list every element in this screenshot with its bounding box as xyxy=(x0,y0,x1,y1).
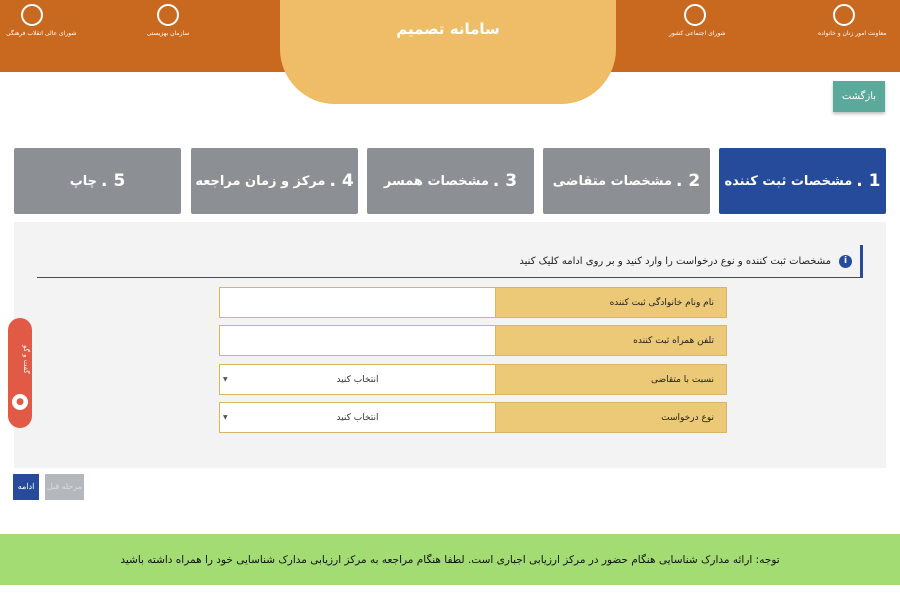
registrant-name-input[interactable] xyxy=(219,287,496,318)
previous-step-button[interactable]: مرحله قبل xyxy=(45,474,84,500)
instruction-text: مشخصات ثبت کننده و نوع درخواست را وارد کنید و بر روی ادامه کلیک کنید xyxy=(519,255,831,267)
step-2-label: مشخصات متقاضی xyxy=(552,173,672,189)
step-4-label: مرکز و زمان مراجعه xyxy=(195,173,326,189)
request-type-select[interactable] xyxy=(219,402,496,433)
step-1-number: 1 . xyxy=(856,171,881,191)
registrant-phone-label: تلفن همراه ثبت کننده xyxy=(495,325,727,356)
step-4-number: 4 . xyxy=(329,171,354,191)
registrant-name-row xyxy=(219,287,727,318)
relation-row xyxy=(219,364,727,395)
chat-side-tab-label: گفت و گو xyxy=(22,344,30,374)
step-tab-5[interactable] xyxy=(14,148,181,214)
header-title-badge xyxy=(280,0,616,104)
step-5-number: 5 . xyxy=(101,171,126,191)
app-title: سامانه تصمیم xyxy=(396,20,500,38)
registrant-phone-row xyxy=(219,325,727,356)
vice-presidency-emblem-icon xyxy=(833,4,855,26)
back-button[interactable]: بازگشت xyxy=(833,81,885,112)
registrant-name-label: نام ونام خانوادگی ثبت کننده xyxy=(495,287,727,318)
chat-side-tab[interactable] xyxy=(8,318,32,428)
step-tab-3[interactable] xyxy=(367,148,534,214)
supreme-council-emblem-icon xyxy=(21,4,43,26)
step-tab-2[interactable] xyxy=(543,148,710,214)
step-tab-1[interactable] xyxy=(719,148,886,214)
iran-emblem-icon xyxy=(684,4,706,26)
step-tab-4[interactable] xyxy=(191,148,358,214)
request-type-select-value: انتخاب کنید xyxy=(336,412,379,423)
request-type-row xyxy=(219,402,727,433)
step-3-label: مشخصات همسر xyxy=(383,173,489,189)
welfare-organization-logo: سازمان بهزیستی xyxy=(142,4,194,56)
relation-select-value: انتخاب کنید xyxy=(336,374,379,385)
step-2-number: 2 . xyxy=(676,171,701,191)
step-5-label: چاپ xyxy=(69,173,98,189)
dropdown-arrow-icon: ▼ xyxy=(223,376,228,383)
footer-notice xyxy=(0,534,900,585)
continue-button[interactable]: ادامه xyxy=(13,474,39,500)
step-1-label: مشخصات ثبت کننده xyxy=(724,173,853,189)
social-council-logo: شورای اجتماعی کشور xyxy=(669,4,721,56)
supreme-council-logo: شورای عالی انقلاب فرهنگی xyxy=(6,4,58,56)
relation-label: نسبت با متقاضی xyxy=(495,364,727,395)
vice-presidency-logo: معاونت امور زنان و خانواده xyxy=(818,4,870,56)
dropdown-arrow-icon: ▼ xyxy=(223,414,228,421)
instruction-notice xyxy=(37,245,863,278)
request-type-label: نوع درخواست xyxy=(495,402,727,433)
welfare-emblem-icon xyxy=(157,4,179,26)
step-3-number: 3 . xyxy=(492,171,518,191)
footer-notice-text: توجه: ارائه مدارک شناسایی هنگام حضور در مرکز ارزیابی اجباری است. لطفا هنگام مراجعه به مرکز ارزیابی مدارک شناسایی خود را همراه داشته باشید xyxy=(120,553,780,566)
info-icon: i xyxy=(839,255,852,268)
relation-select[interactable] xyxy=(219,364,496,395)
chat-bubble-icon: ● xyxy=(12,394,28,410)
registrant-phone-input[interactable] xyxy=(219,325,496,356)
